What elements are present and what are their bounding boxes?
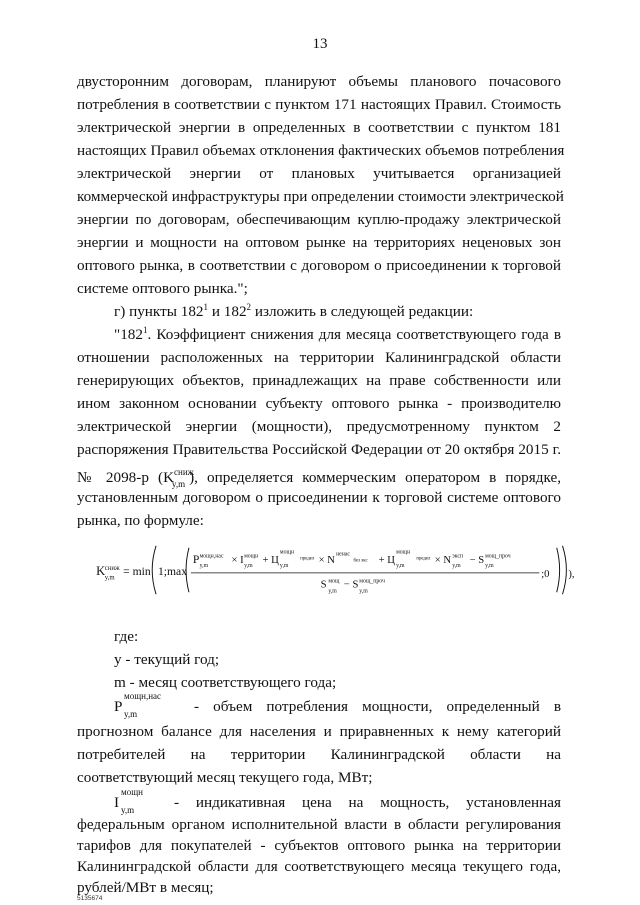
- paragraph-line: тарифов для покупателей - субъектов оптового рынка на территории: [77, 837, 561, 854]
- paragraph-line: соответствующий месяц текущего года, МВт;: [77, 769, 373, 786]
- formula-lhs: K: [96, 563, 106, 578]
- formula-C2-sup: мощн: [396, 549, 411, 556]
- item-g-sup-a: 1: [203, 302, 209, 312]
- paragraph-line: настоящих Правил объемах отклонения фактических объемов потребления: [77, 142, 565, 159]
- paragraph-line: коммерческой инфраструктуры при определении стоимости электрической: [77, 188, 564, 205]
- formula-I-sup: мощн: [244, 553, 259, 560]
- formula-plus-C2: + Ц: [378, 555, 395, 567]
- paragraph-line: генерирующих объектов, принадлежащих на праве собственности или: [77, 372, 561, 389]
- paragraph-line: установленным договором о присоединении к торговой системе оптового: [77, 489, 561, 506]
- paragraph-line: системе оптового рынка.";: [77, 280, 248, 297]
- formula-paren-right-outer: [563, 546, 567, 594]
- formula-paren-right-inner: [557, 548, 560, 593]
- formula-C1-sup: мощн: [279, 549, 295, 556]
- def-P-sub: y,m: [124, 709, 138, 719]
- formula-paren-left-outer: [152, 546, 156, 594]
- item-g: [114, 302, 473, 322]
- item-g-text-b: и 182: [208, 303, 247, 320]
- def-I-sym: I: [114, 794, 120, 811]
- formula-times-I: × I: [231, 555, 244, 567]
- formula-I-sub: y,m: [244, 563, 253, 570]
- definition-I: [114, 787, 561, 815]
- formula-lhs-sub: y,m: [104, 574, 115, 582]
- formula-tail: ),: [568, 568, 575, 580]
- def-I-text: - индикативная цена на мощность, установленная: [174, 794, 561, 811]
- paragraph-line: отношении расположенных на территории Калининградской области: [77, 349, 561, 366]
- clause-start: "182: [114, 326, 143, 343]
- formula-svg: [88, 540, 588, 600]
- formula-N2-sup: эксп: [452, 553, 464, 560]
- def-I-sub: y,m: [121, 805, 135, 815]
- formula-num-P-sup: мощн,нас: [199, 553, 224, 560]
- clause-rest: . Коэффициент снижения для месяца соответствующего года в: [147, 326, 561, 343]
- paragraph-line: энергии и мощности на оптовом рынке на территориях неценовых зон: [77, 234, 561, 251]
- formula-zero: ;0: [541, 568, 550, 580]
- definition-m: m - месяц соответствующего года;: [114, 674, 337, 691]
- formula-S1-sub: y,m: [485, 563, 494, 570]
- formula-times-N1: × N: [318, 555, 335, 567]
- definition-P: [114, 691, 561, 719]
- paragraph-line: ином законном основании субъекту оптового рынка - производителю: [77, 395, 561, 412]
- paragraph-line: электрической энергии (мощности), предусмотренному пунктом 2: [77, 418, 561, 435]
- line-part-a: № 2098-р (K: [77, 469, 175, 486]
- item-g-text-c: изложить в следующей редакции:: [251, 303, 474, 320]
- item-g-sup-b: 2: [246, 302, 252, 312]
- formula: [88, 540, 588, 602]
- formula-num-P: P: [192, 553, 200, 567]
- def-I-symbol: [114, 787, 174, 815]
- paragraph-line: федеральным органом исполнительной власти в области регулирования: [77, 816, 561, 833]
- paragraph-line: рынка, по формуле:: [77, 512, 204, 529]
- formula-times-N2: × N: [434, 555, 452, 567]
- formula-C1-sup2: предел: [300, 556, 315, 562]
- formula-den-S-sub: y,m: [328, 588, 337, 595]
- formula-num-P-sub: y,m: [199, 563, 209, 570]
- paragraph-line: энергии по договорам, обеспечивающим куплю-продажу электрической: [77, 211, 561, 228]
- paragraph-line: электрической энергии от плановых учитывается организацией: [77, 165, 561, 182]
- paragraph-line: потребителей на территории Калининградской области на: [77, 746, 561, 763]
- formula-minus-S1: − S: [469, 555, 485, 567]
- paragraph-line: оптового рынка, в соответствии с договором о присоединении к торговой: [77, 257, 561, 274]
- def-P-sup: мощн,нас: [124, 691, 161, 701]
- formula-den-S-sup: мощ: [328, 578, 340, 585]
- formula-den2-sub: y,m: [359, 588, 368, 595]
- formula-den-minus: − S: [343, 579, 359, 591]
- k-sub: y,m: [171, 479, 186, 489]
- formula-S1-sup: мощ_проч: [485, 553, 511, 560]
- paragraph-line: Калининградской области для соответствующего месяца текущего года,: [77, 858, 561, 875]
- document-id: 5135674: [77, 895, 103, 902]
- formula-eq: = min: [123, 564, 151, 578]
- paragraph-line: двусторонним договорам, планируют объемы планового почасового: [77, 73, 561, 90]
- formula-den-S: S: [320, 579, 327, 591]
- formula-N2-sub: y,m: [452, 563, 461, 570]
- formula-one-max: 1;max: [158, 564, 188, 578]
- def-P-sym: P: [114, 698, 123, 715]
- formula-C1-sub: y,m: [279, 563, 289, 570]
- clause-sup: 1: [142, 325, 148, 335]
- line-part-b: ), определяется коммерческим оператором в порядке,: [189, 469, 561, 486]
- formula-lhs-sup: сниж: [104, 565, 120, 572]
- def-I-sup: мощн: [121, 787, 143, 797]
- item-g-text-a: г) пункты 182: [114, 303, 204, 320]
- def-P-text: - объем потребления мощности, определенный в: [194, 698, 561, 715]
- formula-C2-sup2: предел: [416, 556, 431, 562]
- paragraph-line: потребления в соответствии с пунктом 171 настоящих Правил. Стоимость: [77, 96, 561, 113]
- clause-182-1-first-line: [114, 325, 561, 345]
- k-sup: сниж: [174, 467, 194, 477]
- def-P-symbol: [114, 691, 194, 719]
- formula-paren-left-inner: [186, 548, 189, 593]
- formula-den2-sup: мощ_проч: [359, 578, 385, 585]
- page-number: 13: [312, 36, 328, 52]
- formula-N1-sup2: без экс: [353, 558, 368, 564]
- paragraph-line: электрической энергии в определенных в соответствии с пунктом 181: [77, 119, 561, 136]
- paragraph-line: распоряжения Правительства Российской Федерации от 20 октября 2015 г.: [77, 441, 561, 458]
- definition-y: y - текущий год;: [114, 651, 220, 668]
- paragraph-line: рублей/МВт в месяц;: [77, 879, 214, 896]
- paragraph-line: прогнозном балансе для населения и приравненных к нему категорий: [77, 723, 561, 740]
- formula-plus-C1: + Ц: [262, 555, 279, 567]
- formula-C2-sub: y,m: [396, 563, 405, 570]
- formula-N1-sup: ненас: [336, 551, 351, 558]
- where-label: где:: [114, 628, 139, 645]
